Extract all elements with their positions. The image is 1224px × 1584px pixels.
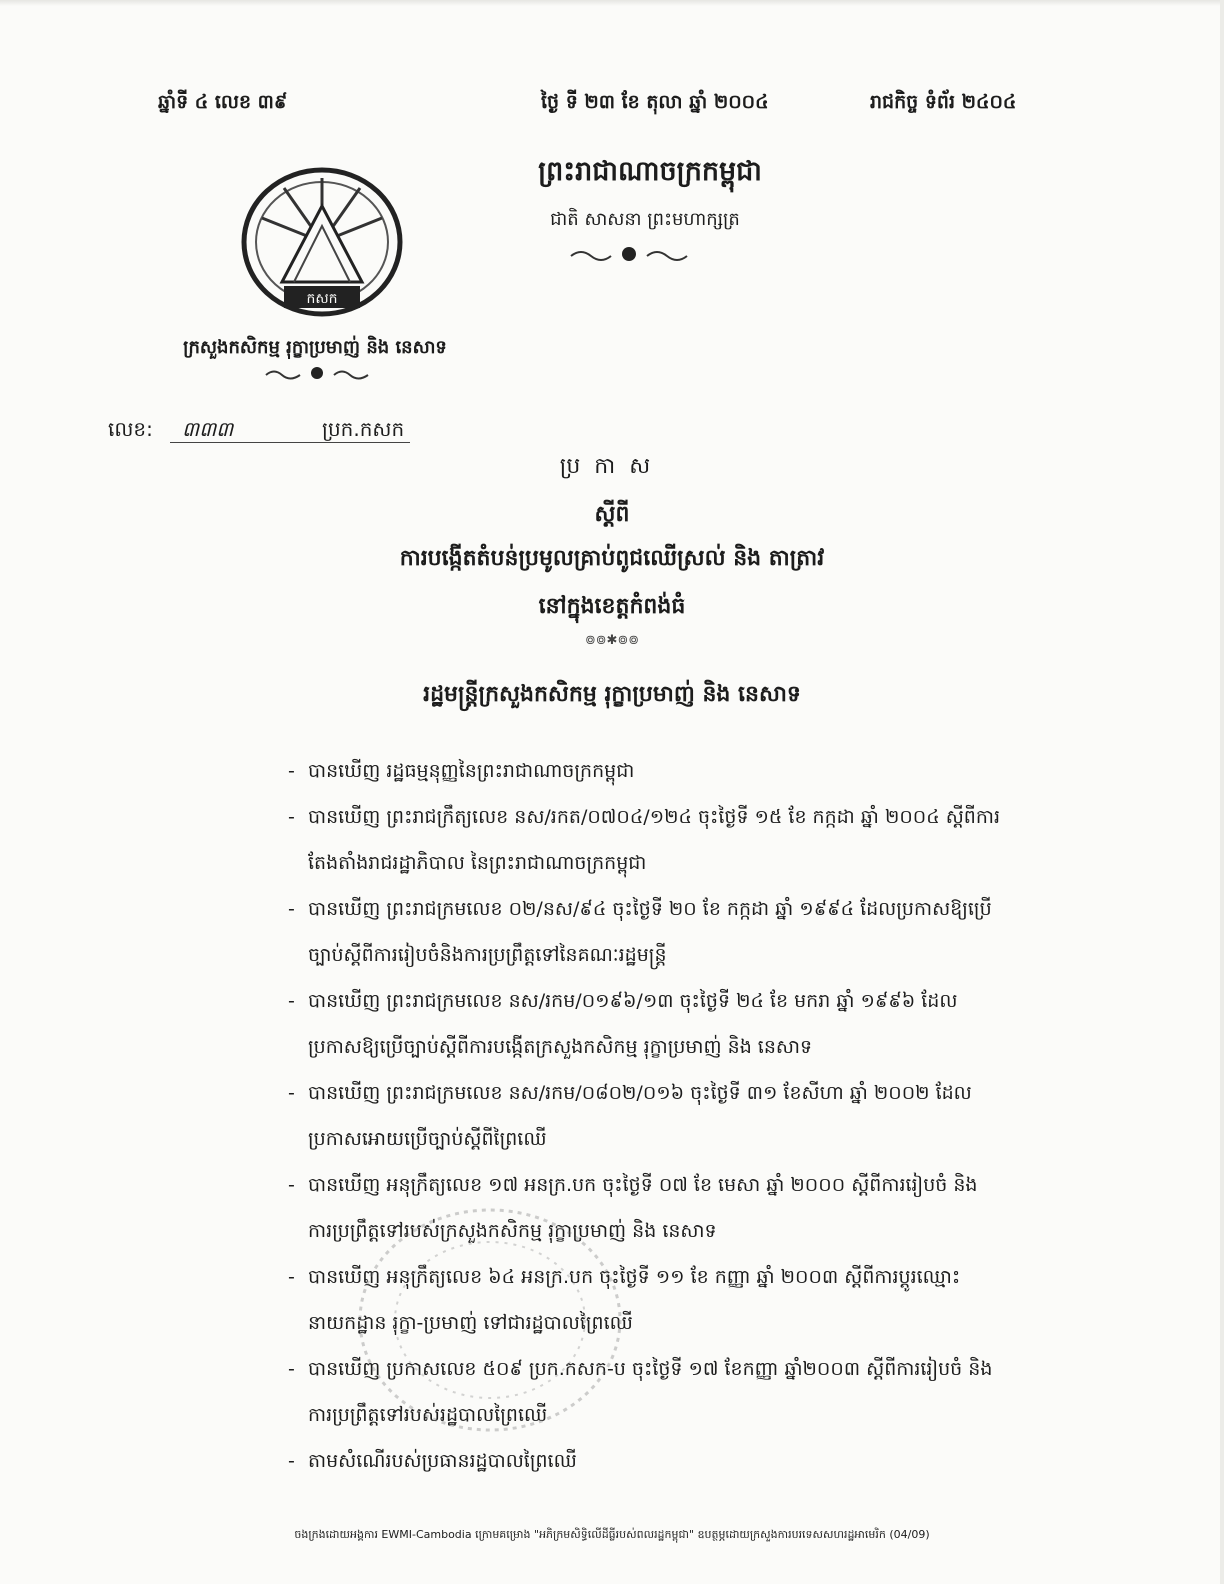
document-type: ប្រកាស: [559, 454, 665, 479]
gazette-date: ថ្ងៃ ទី ២៣ ខែ តុលា ឆ្នាំ ២០០៤: [541, 91, 769, 113]
gazette-page: រាជកិច្ច ទំព័រ ២៤០៤: [870, 91, 1017, 113]
kingdom-flourish: [567, 244, 692, 268]
faded-stamp: [340, 1195, 640, 1445]
scan-top-edge: [0, 0, 1224, 6]
document-subject-line2: នៅក្នុងខេត្តកំពង់ធំ: [538, 594, 686, 619]
ministry-flourish: [262, 364, 372, 386]
consideration-item: - បានឃើញ ព្រះរាជក្រមលេខ នស/រកម/០៨០២/០១៦ ចុះថ្ងៃទី ៣១ ខែសីហា ឆ្នាំ ២០០២ ដែល: [288, 1082, 972, 1104]
consideration-item: - បានឃើញ អនុក្រឹត្យលេខ ៦៤ អនក្រ.បក ចុះថ្ងៃទី ១១ ខែ កញ្ញា ឆ្នាំ ២០០៣ ស្តីពីការប្តូរឈ្មោះ: [288, 1266, 961, 1288]
consideration-continuation: ច្បាប់ស្តីពីការរៀបចំនិងការប្រព្រឹត្តទៅនៃគណៈរដ្ឋមន្ត្រី: [308, 944, 667, 966]
reference-number: ៣៣៣: [182, 417, 234, 441]
reference-code: ប្រក.កសក: [322, 417, 405, 441]
document-subject-line1: ការបង្កើតតំបន់ប្រមូលគ្រាប់ពូជឈើស្រល់ និង តាត្រាវ: [399, 546, 825, 571]
reference-label: លេខ:: [108, 417, 153, 441]
consideration-continuation: ប្រកាសឱ្យប្រើច្បាប់ស្តីពីការបង្កើតក្រសួងកសិកម្ម រុក្ខាប្រមាញ់ និង នេសាទ: [308, 1036, 813, 1058]
title-separator: ៙៙✱៙៙: [584, 633, 640, 648]
kingdom-title: ព្រះរាជាណាចក្រកម្ពុជា: [538, 156, 762, 187]
footer-credit: ចងក្រងដោយអង្គការ EWMI-Cambodia ក្រោមគម្រោង "អភិក្រមសិទ្ធិលើដីធ្លីរបស់ពលរដ្ឋកម្ពុជា" ឧបត្ថម្ភដោយក្រសួងការបរទេសសហរដ្ឋអាមេរិក (04/09): [294, 1528, 930, 1541]
ministry-emblem: [232, 162, 412, 322]
consideration-continuation: ការប្រព្រឹត្តទៅរបស់ក្រសួងកសិកម្ម រុក្ខាប្រមាញ់ និង នេសាទ: [308, 1220, 717, 1242]
document-about: ស្តីពី: [594, 502, 630, 527]
consideration-item: - តាមសំណើរបស់ប្រធានរដ្ឋបាលព្រៃឈើ: [288, 1450, 577, 1472]
consideration-item: - បានឃើញ ព្រះរាជក្រមលេខ ០២/នស/៩៤ ចុះថ្ងៃទី ២០ ខែ កក្កដា ឆ្នាំ ១៩៩៤ ដែលប្រកាសឱ្យប្រើ: [288, 898, 992, 920]
consideration-continuation: ប្រកាសអោយប្រើច្បាប់ស្តីពីព្រៃឈើ: [308, 1128, 547, 1150]
issuing-minister: រដ្ឋមន្ត្រីក្រសួងកសិកម្ម រុក្ខាប្រមាញ់ និង នេសាទ: [423, 682, 801, 707]
ministry-name: ក្រសួងកសិកម្ម រុក្ខាប្រមាញ់ និង នេសាទ: [183, 337, 447, 358]
consideration-continuation: តែងតាំងរាជរដ្ឋាភិបាល នៃព្រះរាជាណាចក្រកម្ពុជា: [308, 852, 647, 874]
reference-underline: [170, 442, 410, 443]
scan-right-edge: [1220, 0, 1224, 1584]
consideration-item: - បានឃើញ ប្រកាសលេខ ៥០៩ ប្រក.កសក-ប ចុះថ្ងៃទី ១៧ ខែកញ្ញា ឆ្នាំ២០០៣ ស្តីពីការរៀបចំ និង: [288, 1358, 993, 1380]
consideration-item: - បានឃើញ ព្រះរាជក្រឹត្យលេខ នស/រកត/០៧០៤/១២៤ ចុះថ្ងៃទី ១៥ ខែ កក្កដា ឆ្នាំ ២០០៤ ស្តីពីការ: [288, 806, 1000, 828]
consideration-continuation: ការប្រព្រឹត្តទៅរបស់រដ្ឋបាលព្រៃឈើ: [308, 1404, 548, 1426]
kingdom-motto: ជាតិ សាសនា ព្រះមហាក្សត្រ: [550, 209, 740, 230]
emblem-text: កសក: [306, 291, 338, 307]
gazette-issue: ឆ្នាំទី ៤ លេខ ៣៩: [158, 91, 288, 113]
consideration-continuation: នាយកដ្ឋាន រុក្ខា-ប្រមាញ់ ទៅជារដ្ឋបាលព្រៃឈើ: [308, 1312, 633, 1334]
consideration-item: - បានឃើញ រដ្ឋធម្មនុញ្ញនៃព្រះរាជាណាចក្រកម្ពុជា: [288, 760, 635, 782]
consideration-item: - បានឃើញ ព្រះរាជក្រមលេខ នស/រកម/០១៩៦/១៣ ចុះថ្ងៃទី ២៤ ខែ មករា ឆ្នាំ ១៩៩៦ ដែល: [288, 990, 958, 1012]
consideration-item: - បានឃើញ អនុក្រឹត្យលេខ ១៧ អនក្រ.បក ចុះថ្ងៃទី ០៧ ខែ មេសា ឆ្នាំ ២០០០ ស្តីពីការរៀបចំ និង: [288, 1174, 978, 1196]
